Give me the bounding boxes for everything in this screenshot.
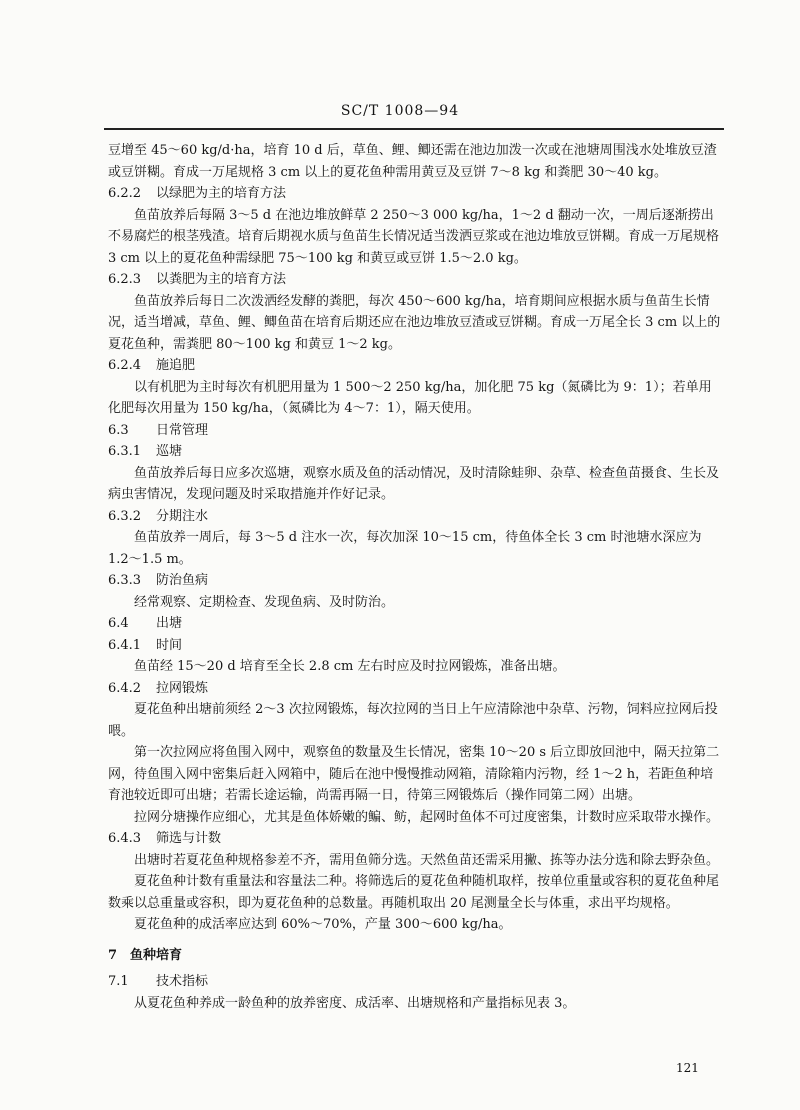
subsection-heading xyxy=(108,828,724,850)
heading-number: 6.4.1 xyxy=(108,637,142,653)
page-number: 121 xyxy=(676,1061,699,1075)
subsection-heading xyxy=(108,613,724,635)
paragraph: 鱼苗放养后每日应多次巡塘，观察水质及鱼的活动情况，及时清除蛙卵、杂草、检查鱼苗摄食、生长及病虫害情况，发现问题及时采取措施并作好记录。 xyxy=(108,465,720,502)
paragraph: 从夏花鱼种养成一龄鱼种的放养密度、成活率、出塘规格和产量指标见表 3。 xyxy=(134,995,576,1011)
heading-title: 时间 xyxy=(156,637,183,653)
standard-code: SC/T 1008—94 xyxy=(340,103,460,119)
heading-number: 6.2.2 xyxy=(108,186,142,201)
paragraph: 拉网分塘操作应细心，尤其是鱼体娇嫩的鳊、鲂，起网时鱼体不可过度密集，计数时应采取带水操作。 xyxy=(134,809,720,825)
paragraph: 以有机肥为主时每次有机肥用量为 1 500～2 250 kg/ha，加化肥 75 kg（氮磷比为 9：1）；若单用化肥每次用量为 150 kg/ha，（氮磷比为 4～7：1），隔天使用。 xyxy=(108,379,712,416)
body-text xyxy=(108,140,724,1014)
header-rule xyxy=(104,128,724,130)
heading-number: 6.4 xyxy=(108,616,129,631)
subsection-heading xyxy=(108,420,724,442)
paragraph: 夏花鱼种出塘前须经 2～3 次拉网锻炼，每次拉网的当日上午应清除池中杂草、污物，饲料应拉网后投喂。 xyxy=(108,702,718,739)
paragraph: 鱼苗放养一周后，每 3～5 d 注水一次，每次加深 10～15 cm，待鱼体全长 3 cm 时池塘水深应为 1.2～1.5 m。 xyxy=(108,530,702,567)
subsection-heading xyxy=(108,570,724,592)
heading-number: 6.3.3 xyxy=(108,573,142,588)
heading-title: 施追肥 xyxy=(156,358,196,373)
heading-title: 以绿肥为主的培育方法 xyxy=(156,186,287,201)
heading-title: 巡塘 xyxy=(156,444,183,459)
paragraph: 鱼苗经 15～20 d 培育至全长 2.8 cm 左右时应及时拉网锻炼，准备出塘。 xyxy=(134,659,566,674)
heading-number: 6.4.3 xyxy=(108,831,142,846)
heading-title: 日常管理 xyxy=(156,422,209,438)
heading-number: 6.3.1 xyxy=(108,444,142,459)
heading-title: 以粪肥为主的培育方法 xyxy=(156,272,287,287)
heading-number: 6.3.2 xyxy=(108,508,142,524)
paragraph: 鱼苗放养后每日二次泼洒经发酵的粪肥，每次 450～600 kg/ha，培育期间应根据水质与鱼苗生长情况，适当增减，草鱼、鲤、鲫鱼苗在培育后期还应在池边堆放豆渣或豆饼糊。育成一万尾全长 3 cm 以上的夏花鱼种，需粪肥 80～100 kg 和黄豆 1～2 kg。 xyxy=(108,293,721,352)
heading-title: 技术指标 xyxy=(156,974,209,989)
heading-number: 6.2.4 xyxy=(108,358,142,373)
section-heading xyxy=(108,945,724,967)
heading-title: 拉网锻炼 xyxy=(156,680,209,696)
heading-number: 7.1 xyxy=(108,974,129,989)
subsection-heading xyxy=(108,678,724,700)
subsection-heading xyxy=(108,971,724,993)
paragraph: 出塘时若夏花鱼种规格参差不齐，需用鱼筛分选。天然鱼苗还需采用撇、拣等办法分选和除去野杂鱼。 xyxy=(134,852,720,868)
paragraph: 经常观察、定期检查、发现鱼病、及时防治。 xyxy=(134,594,395,610)
paragraph: 豆增至 45～60 kg/d·ha，培育 10 d 后，草鱼、鲤、鲫还需在池边加泼一次或在池塘周围浅水处堆放豆渣或豆饼糊。育成一万尾规格 3 cm 以上的夏花鱼种需用黄豆及豆饼 7～8 kg 和粪肥 30～40 kg。 xyxy=(108,143,717,180)
paragraph: 夏花鱼种的成活率应达到 60%～70%，产量 300～600 kg/ha。 xyxy=(134,917,512,932)
subsection-heading xyxy=(108,635,724,657)
subsection-heading xyxy=(108,441,724,463)
heading-number: 6.4.2 xyxy=(108,680,142,696)
subsection-heading xyxy=(108,183,724,205)
heading-number: 6.2.3 xyxy=(108,272,142,287)
subsection-heading xyxy=(108,355,724,377)
heading-title: 出塘 xyxy=(156,616,183,631)
subsection-heading xyxy=(108,269,724,291)
heading-number: 7 xyxy=(108,947,118,963)
heading-title: 防治鱼病 xyxy=(156,573,209,588)
heading-title: 分期注水 xyxy=(156,508,209,524)
heading-number: 6.3 xyxy=(108,422,129,438)
paragraph: 夏花鱼种计数有重量法和容量法二种。将筛选后的夏花鱼种随机取样，按单位重量或容积的夏花鱼种尾数乘以总重量或容积，即为夏花鱼种的总数量。再随机取出 20 尾测量全长与体重，求出平均规格。 xyxy=(108,874,720,911)
paragraph: 鱼苗放养后每隔 3～5 d 在池边堆放鲜草 2 250～3 000 kg/ha，1～2 d 翻动一次，一周后逐渐捞出不易腐烂的根茎残渣。培育后期视水质与鱼苗生长情况适当泼洒豆浆或在池边堆放豆饼糊。育成一万尾规格 3 cm 以上的夏花鱼种需绿肥 75～100 kg 和黄豆或豆饼 1.5～2.0 kg。 xyxy=(108,207,720,266)
heading-title: 筛选与计数 xyxy=(156,831,222,846)
paragraph: 第一次拉网应将鱼围入网中，观察鱼的数量及生长情况，密集 10～20 s 后立即放回池中，隔天拉第二网，待鱼围入网中密集后赶入网箱中，随后在池中慢慢推动网箱，清除箱内污物，经 1～2 h，若距鱼种培育池较近即可出塘；若需长途运输，尚需再隔一日，待第三网锻炼后（操作同第二网）出塘。 xyxy=(108,745,720,803)
heading-title: 鱼种培育 xyxy=(130,947,183,963)
subsection-heading xyxy=(108,506,724,528)
